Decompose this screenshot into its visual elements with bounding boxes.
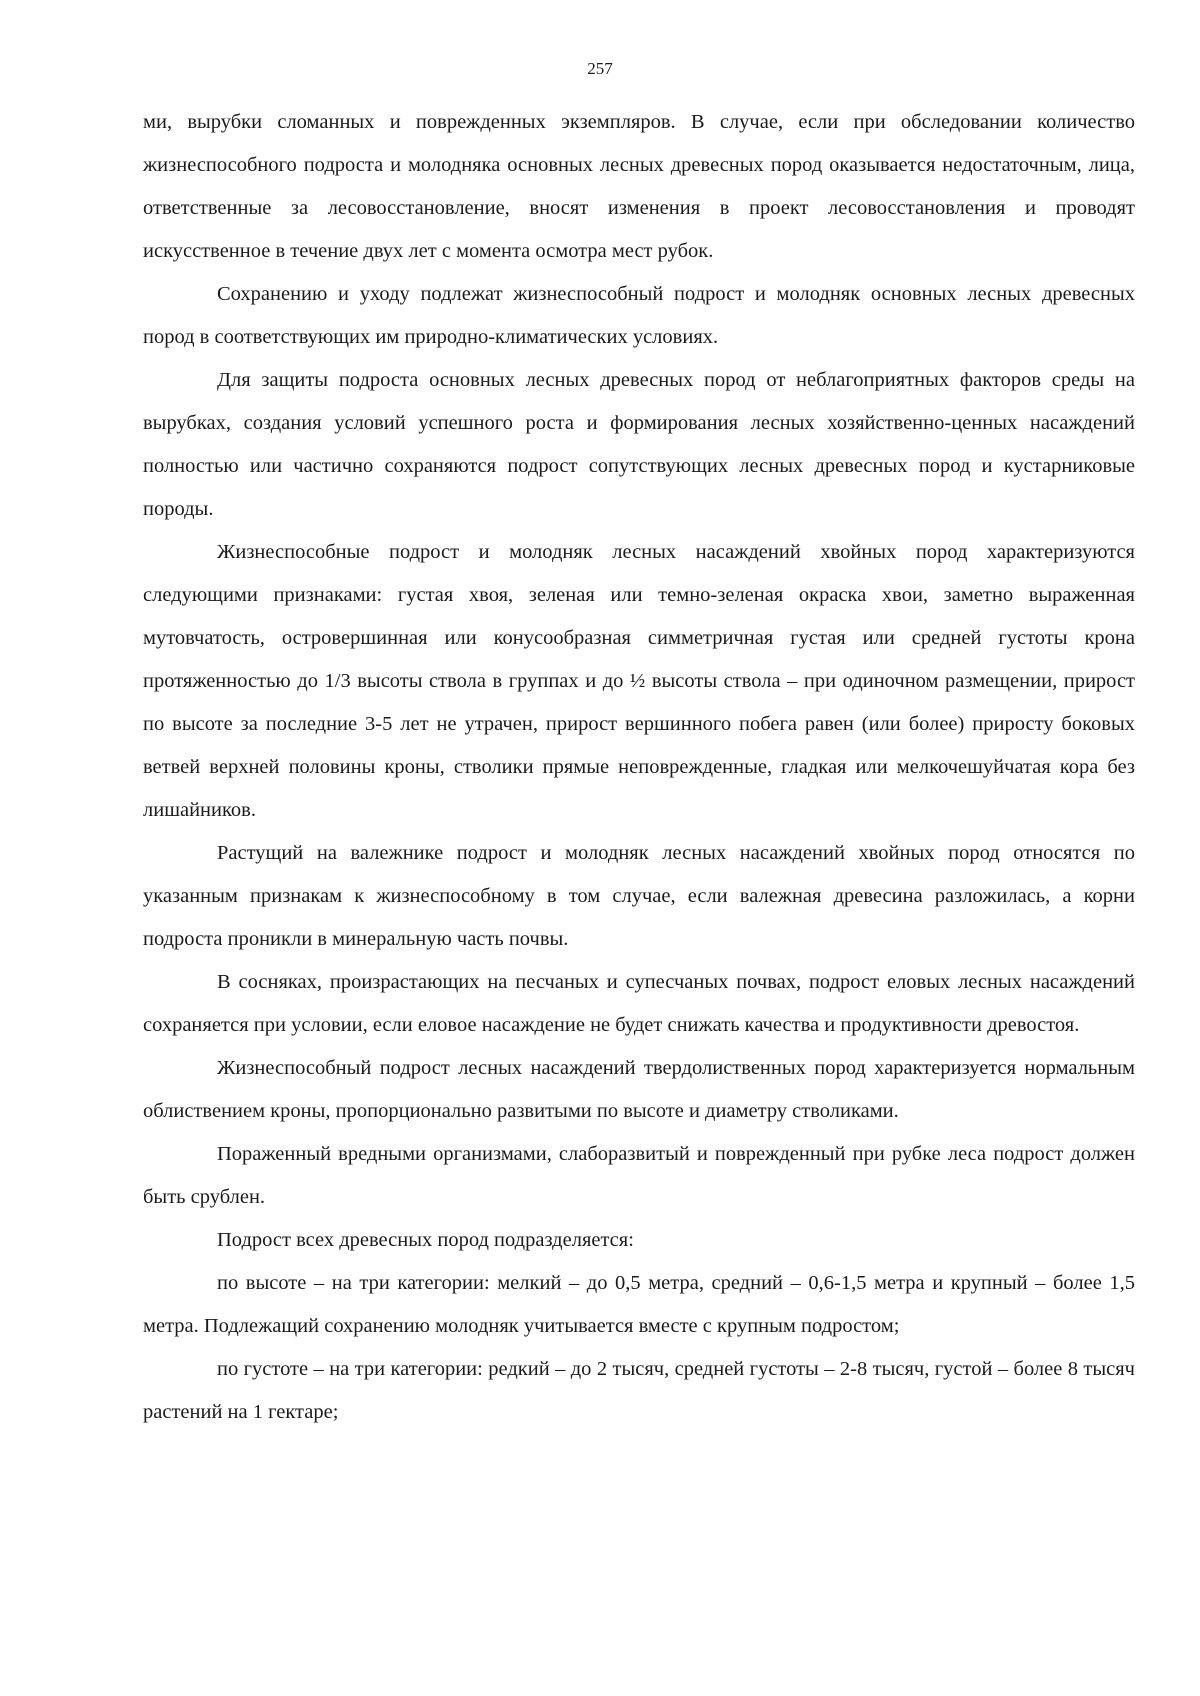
paragraph: Жизнеспособные подрост и молодняк лесных насаждений хвойных пород характеризуются следующими признаками: густая хвоя, зеленая или темно-зеленая окраска хвои, заметно выраженная мутовчатость, островершинная или конусообразная симметричная густая или средней густоты крона протяженностью до 1/3 высоты ствола в группах и до ½ высоты ствола – при одиночном размещении, прирост по высоте за последние 3-5 лет не утрачен, прирост вершинного побега равен (или более) приросту боковых ветвей верхней половины кроны, стволики прямые неповрежденные, гладкая или мелкочешуйчатая кора без лишайников. <box>143 541 1135 821</box>
paragraph: Пораженный вредными организмами, слаборазвитый и поврежденный при рубке леса подрост должен быть срублен. <box>143 1143 1135 1208</box>
paragraph: Для защиты подроста основных лесных древесных пород от неблагоприятных факторов среды на вырубках, создания условий успешного роста и формирования лесных хозяйственно-ценных насаждений полностью или частично сохраняются подрост сопутствующих лесных древесных пород и кустарниковые породы. <box>143 369 1135 520</box>
paragraph: Жизнеспособный подрост лесных насаждений твердолиственных пород характеризуется нормальным облиствением кроны, пропорционально развитыми по высоте и диаметру стволиками. <box>143 1057 1135 1122</box>
paragraph-continuation: ми, вырубки сломанных и поврежденных экземпляров. В случае, если при обследовании количество жизнеспособного подроста и молодняка основных лесных древесных пород оказывается недостаточным, лица, ответственные за лесовосстановление, вносят изменения в проект лесовосстановления и проводят искусственное в течение двух лет с момента осмотра мест рубок. <box>143 111 1135 262</box>
paragraph: В сосняках, произрастающих на песчаных и супесчаных почвах, подрост еловых лесных насаждений сохраняется при условии, если еловое насаждение не будет снижать качества и продуктивности древостоя. <box>143 971 1135 1036</box>
list-item: по высоте – на три категории: мелкий – до 0,5 метра, средний – 0,6-1,5 метра и крупный – более 1,5 метра. Подлежащий сохранению молодняк учитывается вместе с крупным подростом; <box>143 1272 1135 1337</box>
page-number: 257 <box>587 59 613 78</box>
list-item: по густоте – на три категории: редкий – до 2 тысяч, средней густоты – 2-8 тысяч, густой – более 8 тысяч растений на 1 гектаре; <box>143 1358 1135 1423</box>
paragraph: Сохранению и уходу подлежат жизнеспособный подрост и молодняк основных лесных древесных пород в соответствующих им природно-климатических условиях. <box>143 283 1135 348</box>
document-body <box>143 101 1135 1434</box>
paragraph: Подрост всех древесных пород подразделяется: <box>217 1229 634 1251</box>
paragraph: Растущий на валежнике подрост и молодняк лесных насаждений хвойных пород относятся по указанным признакам к жизнеспособному в том случае, если валежная древесина разложилась, а корни подроста проникли в минеральную часть почвы. <box>143 842 1135 950</box>
